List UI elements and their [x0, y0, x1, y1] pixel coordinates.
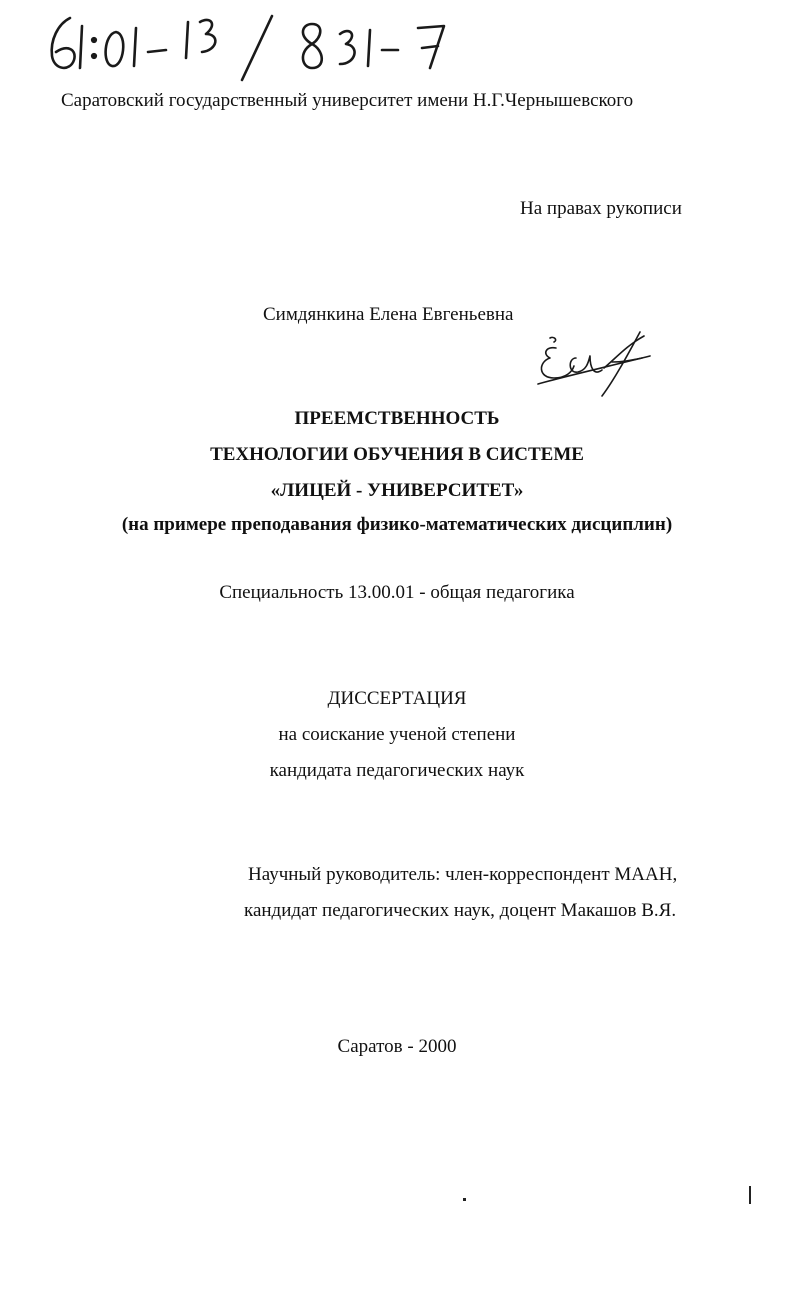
- university-name: Саратовский государственный университет имени Н.Г.Чернышевского: [61, 90, 634, 111]
- scan-speck-dot: [463, 1198, 466, 1201]
- advisor-line-1: Научный руководитель: член-корреспондент МААН,: [248, 864, 678, 885]
- manuscript-rights-note: На правах рукописи: [520, 198, 682, 219]
- handwritten-archive-number: [40, 6, 460, 84]
- specialty-line: Специальность 13.00.01 - общая педагогика: [219, 582, 575, 603]
- degree-line-2: кандидата педагогических наук: [269, 760, 525, 781]
- author-name: Симдянкина Елена Евгеньевна: [263, 304, 514, 325]
- title-subtitle: (на примере преподавания физико-математических дисциплин): [121, 514, 673, 535]
- advisor-line-2: кандидат педагогических наук, доцент Макашов В.Я.: [244, 900, 677, 921]
- title-line-1: ПРЕЕМСТВЕННОСТЬ: [294, 408, 500, 429]
- dissertation-heading: ДИССЕРТАЦИЯ: [327, 688, 467, 709]
- signature-image: [532, 328, 662, 400]
- title-line-3: «ЛИЦЕЙ - УНИВЕРСИТЕТ»: [270, 480, 524, 501]
- degree-line-1: на соискание ученой степени: [278, 724, 516, 745]
- scan-speck-line: [749, 1186, 751, 1204]
- city-year: Саратов - 2000: [337, 1036, 457, 1057]
- title-line-2: ТЕХНОЛОГИИ ОБУЧЕНИЯ В СИСТЕМЕ: [210, 444, 584, 465]
